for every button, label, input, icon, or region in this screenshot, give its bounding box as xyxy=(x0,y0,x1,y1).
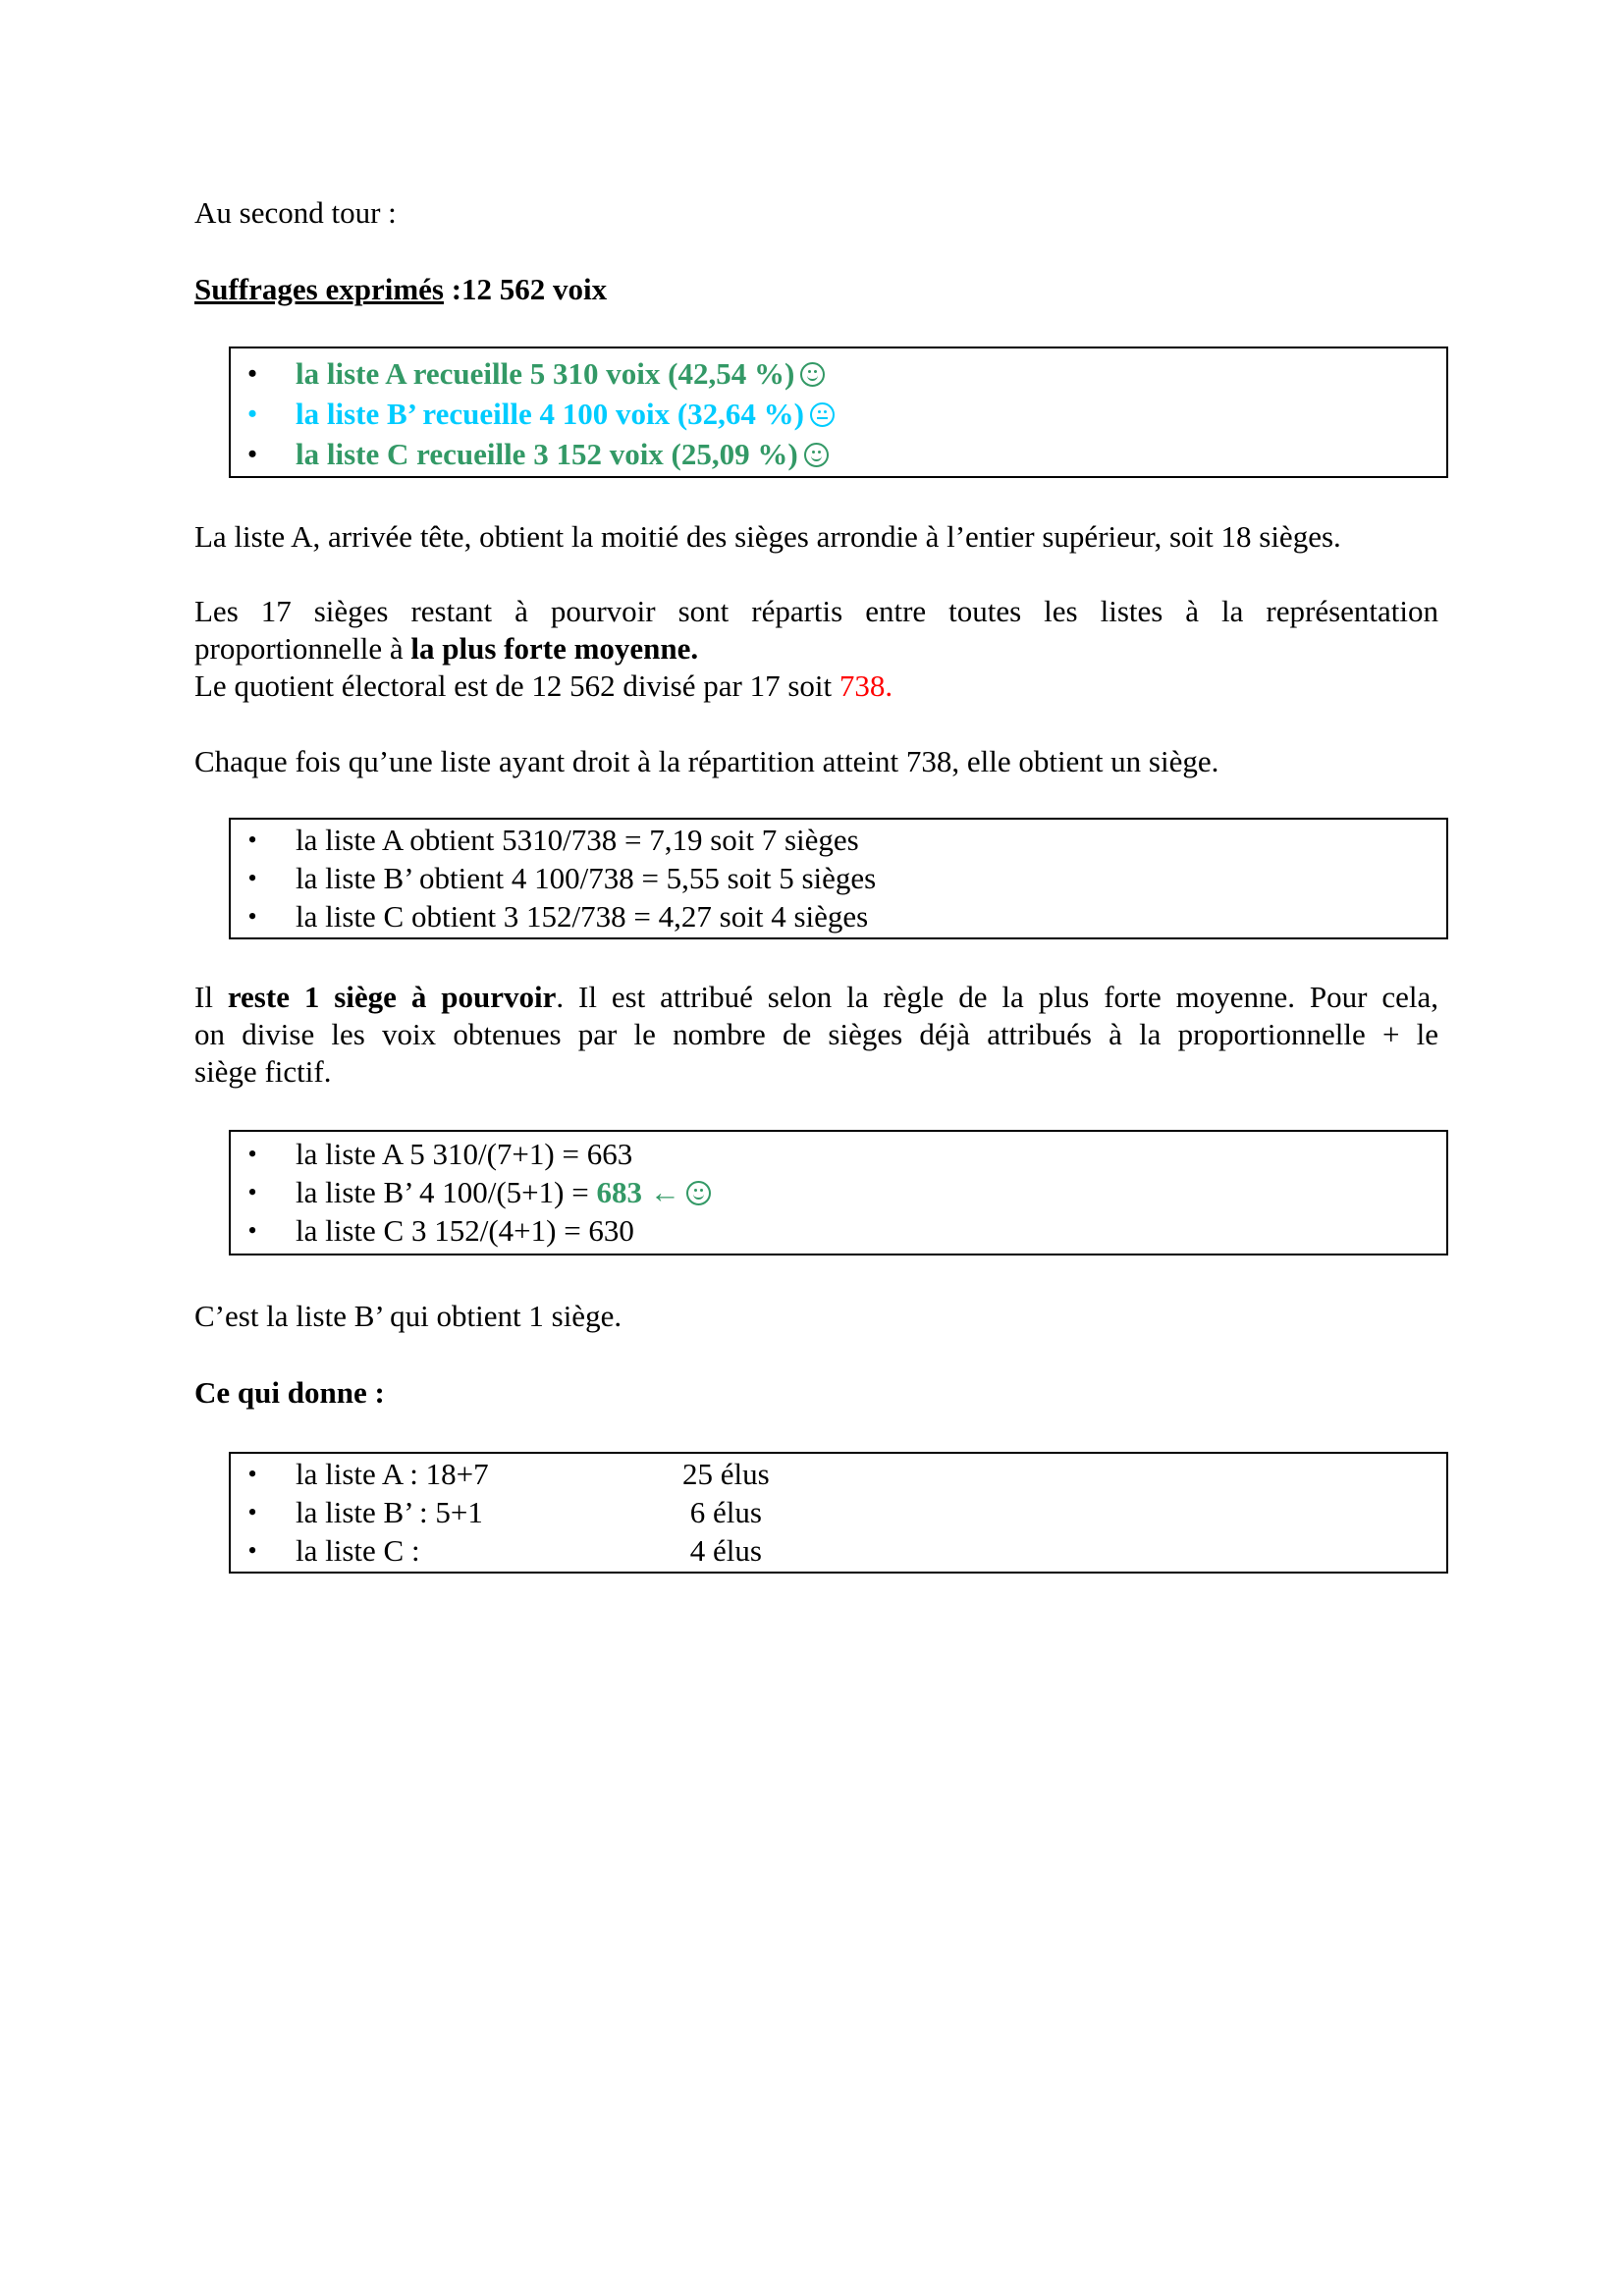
average-highlight xyxy=(596,1175,710,1209)
quotient-prefix: Le quotient électoral est de 12 562 divisé par 17 soit xyxy=(194,668,839,703)
result-label-a: la liste A recueille 5 310 voix (42,54 %) xyxy=(296,356,795,391)
result-label-b: la liste B’ recueille 4 100 voix (32,64 %) xyxy=(296,397,805,431)
distribution-text-b: la liste B’ obtient 4 100/738 = 5,55 soit 5 sièges xyxy=(296,861,877,895)
smiley-icon xyxy=(686,1181,711,1205)
final-seats-b: 6 élus xyxy=(682,1495,762,1529)
smiley-icon xyxy=(800,362,825,387)
suffrages-label: Suffrages exprimés xyxy=(194,272,444,306)
proportional-prefix: proportionnelle à xyxy=(194,631,411,666)
proportional-paragraph-line2 xyxy=(194,630,698,667)
bullet-icon: • xyxy=(247,826,257,854)
majority-paragraph: La liste A, arrivée tête, obtient la moitié des sièges arrondie à l’entier supérieur, soit 18 sièges. xyxy=(194,519,1341,554)
average-text-a: la liste A 5 310/(7+1) = 663 xyxy=(296,1137,633,1171)
neutral-face-icon xyxy=(810,402,835,427)
distribution-text-a: la liste A obtient 5310/738 = 7,19 soit 7 sièges xyxy=(296,823,859,857)
smiley-icon xyxy=(804,443,829,467)
bullet-icon: • xyxy=(247,440,257,468)
quotient-value: 738. xyxy=(839,668,893,703)
bullet-icon: • xyxy=(247,1536,257,1565)
bullet-icon: • xyxy=(247,1178,257,1206)
remaining-paragraph-line1 xyxy=(194,979,1438,1016)
remaining-paragraph-line2: on divise les voix obtenues par le nombre de sièges déjà attribués à la proportionnelle + le xyxy=(194,1017,1438,1051)
remaining-bold: reste 1 siège à pourvoir xyxy=(227,980,557,1014)
distribution-text-c: la liste C obtient 3 152/738 = 4,27 soit 4 sièges xyxy=(296,899,869,934)
result-paragraph: C’est la liste B’ qui obtient 1 siège. xyxy=(194,1299,622,1333)
result-text-a xyxy=(296,355,825,393)
average-label-b: la liste B’ 4 100/(5+1) = xyxy=(296,1175,597,1209)
final-box xyxy=(229,1452,1448,1574)
suffrages-value: :12 562 voix xyxy=(443,272,608,306)
bullet-icon: • xyxy=(247,864,257,892)
results-box xyxy=(229,347,1448,478)
bullet-icon: • xyxy=(247,400,257,428)
result-label-c: la liste C recueille 3 152 voix (25,09 %) xyxy=(296,437,798,471)
remaining-paragraph-line3: siège fictif. xyxy=(194,1054,332,1089)
bullet-icon: • xyxy=(247,1498,257,1526)
bullet-icon: • xyxy=(247,359,257,388)
bullet-icon: • xyxy=(247,1460,257,1488)
average-highlight-value: 683 ← xyxy=(596,1175,680,1209)
average-text-b xyxy=(296,1174,711,1211)
bullet-icon: • xyxy=(247,1140,257,1168)
remaining-prefix: Il xyxy=(194,980,228,1014)
result-text-b xyxy=(296,396,835,433)
final-seats-c: 4 élus xyxy=(682,1533,762,1568)
remaining-suffix: . Il est attribué selon la règle de la plus forte moyenne. Pour cela, xyxy=(556,980,1439,1014)
each-paragraph: Chaque fois qu’une liste ayant droit à la répartition atteint 738, elle obtient un siège. xyxy=(194,744,1219,778)
suffrages-heading xyxy=(194,271,607,308)
intro-text: Au second tour : xyxy=(194,195,397,230)
bullet-icon: • xyxy=(247,1216,257,1245)
result-text-c xyxy=(296,436,829,473)
distribution-box xyxy=(229,818,1448,939)
proportional-bold: la plus forte moyenne. xyxy=(410,631,699,666)
final-label-b: la liste B’ : 5+1 xyxy=(296,1495,483,1529)
conclusion-title: Ce qui donne : xyxy=(194,1375,385,1410)
final-seats-a: 25 élus xyxy=(682,1457,770,1491)
final-label-a: la liste A : 18+7 xyxy=(296,1457,489,1491)
proportional-paragraph-line1: Les 17 sièges restant à pourvoir sont répartis entre toutes les listes à la représentation xyxy=(194,594,1438,628)
bullet-icon: • xyxy=(247,902,257,931)
final-label-c: la liste C : xyxy=(296,1533,420,1568)
quotient-paragraph xyxy=(194,667,893,705)
average-text-c: la liste C 3 152/(4+1) = 630 xyxy=(296,1213,634,1248)
averages-box xyxy=(229,1130,1448,1255)
